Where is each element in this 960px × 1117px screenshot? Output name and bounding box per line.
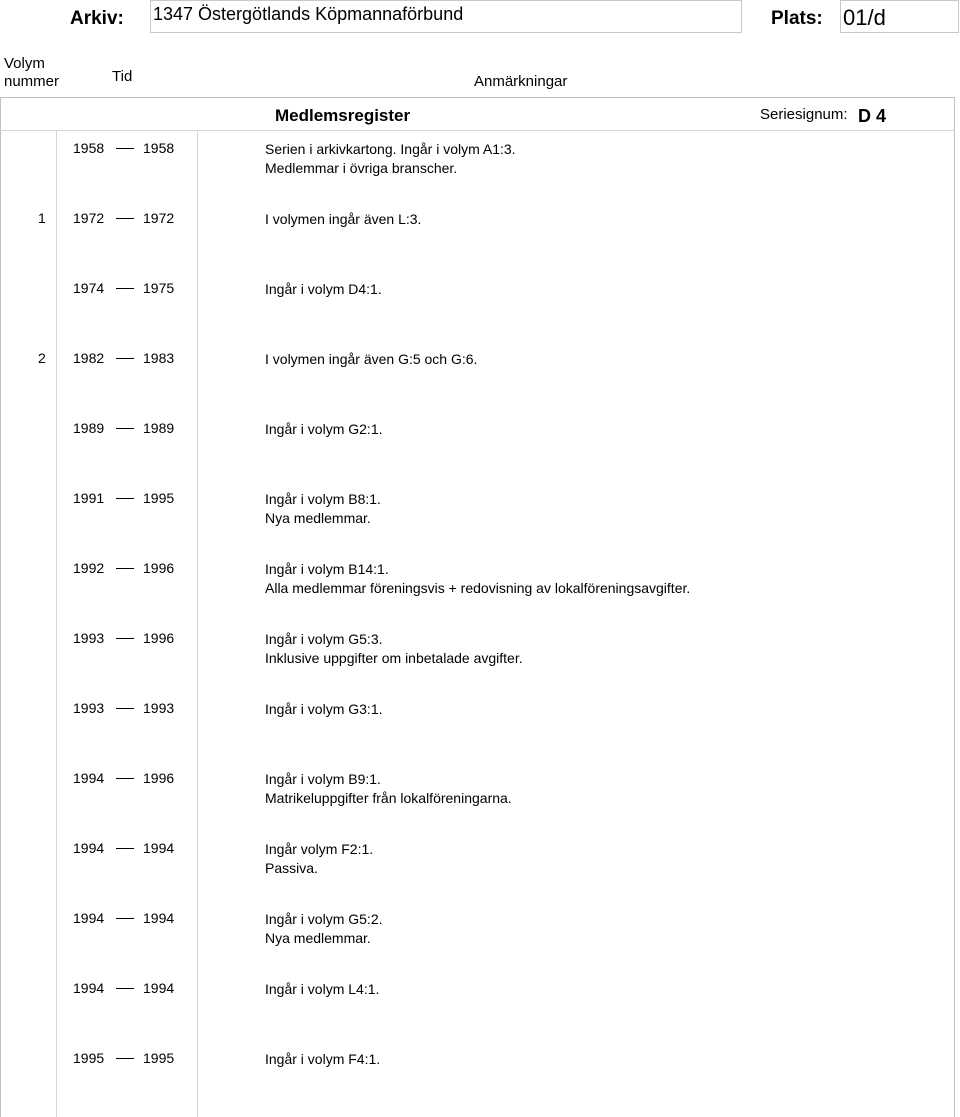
remarks (265, 840, 373, 878)
remark-line: Ingår i volym B9:1. (265, 771, 381, 787)
year-from: 1994 (73, 910, 105, 926)
remarks (265, 420, 383, 439)
year-range-dash (116, 778, 134, 779)
year-range-dash (116, 848, 134, 849)
volume-row (0, 770, 955, 810)
column-header-tid: Tid (112, 68, 133, 85)
year-from: 1994 (73, 980, 105, 996)
remarks (265, 490, 381, 528)
year-to: 1994 (143, 910, 175, 926)
remark-line: Ingår i volym B8:1. (265, 491, 381, 507)
year-range-dash (116, 708, 134, 709)
year-from: 1993 (73, 630, 105, 646)
remark-line: Nya medlemmar. (265, 510, 371, 526)
remark-line: Alla medlemmar föreningsvis + redovisning av lokalföreningsavgifter. (265, 580, 691, 596)
year-to: 1994 (143, 840, 175, 856)
remarks (265, 280, 382, 299)
remark-line: Matrikeluppgifter från lokalföreningarna. (265, 790, 512, 806)
plats-label: Plats: (771, 8, 823, 29)
year-to: 1996 (143, 560, 175, 576)
volume-row (0, 420, 955, 460)
year-range-dash (116, 428, 134, 429)
year-to: 1994 (143, 980, 175, 996)
year-to: 1996 (143, 770, 175, 786)
year-from: 1994 (73, 840, 105, 856)
year-to: 1975 (143, 280, 175, 296)
year-range-dash (116, 148, 134, 149)
column-header-volym-line1: Volym (4, 55, 45, 72)
year-from: 1995 (73, 1050, 105, 1066)
year-range-dash (116, 918, 134, 919)
frame-right-border (954, 97, 955, 1117)
year-range-dash (116, 498, 134, 499)
year-range-dash (116, 638, 134, 639)
frame-left-border (0, 97, 1, 1117)
remark-line: Ingår i volym L4:1. (265, 981, 380, 997)
remark-line: Nya medlemmar. (265, 930, 371, 946)
year-from: 1982 (73, 350, 105, 366)
series-separator (0, 130, 955, 131)
year-from: 1974 (73, 280, 105, 296)
remark-line: Inklusive uppgifter om inbetalade avgifter. (265, 650, 523, 666)
year-from: 1993 (73, 700, 105, 716)
year-from: 1994 (73, 770, 105, 786)
remarks (265, 980, 379, 999)
plats-value: 01/d (840, 0, 959, 33)
remarks (265, 910, 383, 948)
year-range-dash (116, 1058, 134, 1059)
year-to: 1989 (143, 420, 175, 436)
volume-row (0, 910, 955, 950)
volume-row (0, 560, 955, 600)
remarks (265, 630, 523, 668)
column-header-volym (4, 55, 59, 91)
remarks (265, 210, 421, 229)
remarks (265, 560, 690, 598)
remark-line: Ingår i volym G3:1. (265, 701, 383, 717)
year-to: 1972 (143, 210, 175, 226)
volume-row (0, 630, 955, 670)
remarks (265, 350, 477, 369)
arkiv-label: Arkiv: (70, 8, 124, 29)
remark-line: I volymen ingår även L:3. (265, 211, 422, 227)
volume-number: 2 (38, 350, 46, 366)
remark-line: I volymen ingår även G:5 och G:6. (265, 351, 478, 367)
remark-line: Medlemmar i övriga branscher. (265, 160, 458, 176)
year-from: 1972 (73, 210, 105, 226)
frame-top-border (0, 97, 955, 98)
remark-line: Serien i arkivkartong. Ingår i volym A1:3. (265, 141, 516, 157)
volume-row (0, 840, 955, 880)
volume-number: 1 (38, 210, 46, 226)
remarks (265, 140, 516, 178)
remarks (265, 700, 383, 719)
remark-line: Passiva. (265, 860, 318, 876)
volume-row (0, 490, 955, 530)
series-title: Medlemsregister (275, 106, 411, 125)
volume-row (0, 700, 955, 740)
year-from: 1992 (73, 560, 105, 576)
volume-row (0, 980, 955, 1020)
remark-line: Ingår i volym G5:3. (265, 631, 383, 647)
remark-line: Ingår i volym B14:1. (265, 561, 389, 577)
remark-line: Ingår volym F2:1. (265, 841, 374, 857)
column-divider-tid (197, 130, 198, 1117)
year-range-dash (116, 568, 134, 569)
column-header-anmarkningar: Anmärkningar (474, 73, 568, 90)
year-range-dash (116, 288, 134, 289)
year-from: 1958 (73, 140, 105, 156)
seriesignum-value: D 4 (858, 106, 887, 126)
arkiv-value: 1347 Östergötlands Köpmannaförbund (150, 0, 742, 33)
year-range-dash (116, 988, 134, 989)
column-divider-volym (56, 130, 57, 1117)
seriesignum-label: Seriesignum: (760, 106, 848, 123)
year-range-dash (116, 358, 134, 359)
remark-line: Ingår i volym F4:1. (265, 1051, 381, 1067)
year-to: 1993 (143, 700, 175, 716)
remarks (265, 1050, 380, 1069)
year-to: 1996 (143, 630, 175, 646)
year-range-dash (116, 218, 134, 219)
year-to: 1983 (143, 350, 175, 366)
year-from: 1989 (73, 420, 105, 436)
volume-row (0, 280, 955, 320)
year-to: 1995 (143, 490, 175, 506)
remark-line: Ingår i volym G2:1. (265, 421, 383, 437)
year-to: 1958 (143, 140, 175, 156)
year-to: 1995 (143, 1050, 175, 1066)
volume-row (0, 350, 955, 390)
remarks (265, 770, 512, 808)
remark-line: Ingår i volym D4:1. (265, 281, 382, 297)
volume-row (0, 210, 955, 250)
volume-row (0, 140, 955, 180)
remark-line: Ingår i volym G5:2. (265, 911, 383, 927)
year-from: 1991 (73, 490, 105, 506)
column-header-volym-line2: nummer (4, 73, 60, 90)
volume-row (0, 1050, 955, 1090)
